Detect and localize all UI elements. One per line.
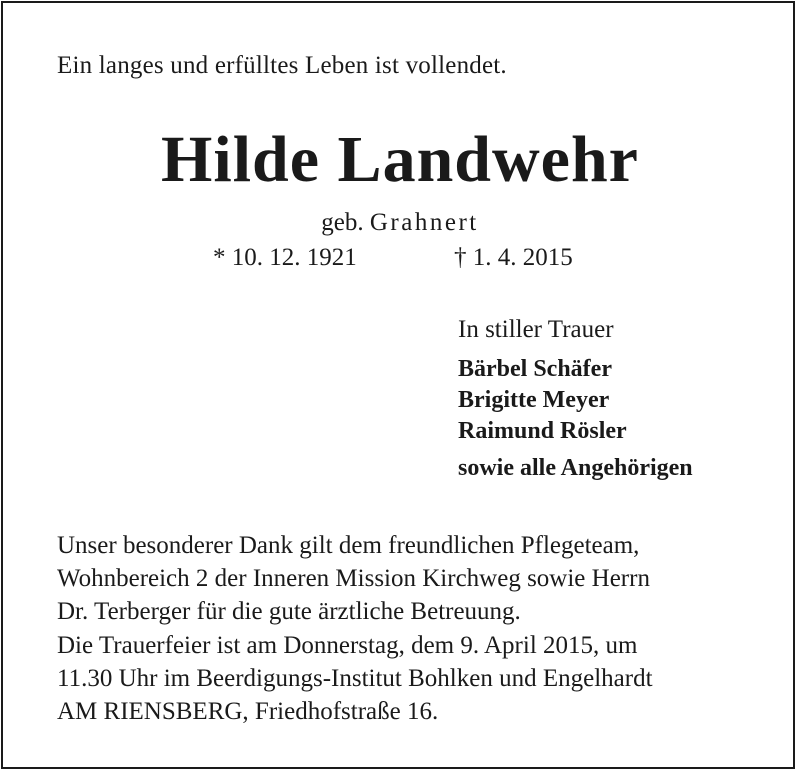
ceremony-line: 11.30 Uhr im Beerdigungs-Institut Bohlken und Engelhardt — [57, 665, 653, 692]
thanks-line: Unser besonderer Dank gilt dem freundlichen Pflegeteam, — [57, 532, 640, 559]
mourners-list — [458, 354, 627, 447]
birth-date: * 10. 12. 1921 — [213, 244, 357, 271]
thanks-paragraph — [57, 529, 650, 628]
ceremony-line: AM RIENSBERG, Friedhofstraße 16. — [57, 698, 439, 725]
thanks-line: Wohnbereich 2 der Inneren Mission Kirchweg sowie Herrn — [57, 565, 650, 592]
relatives-line: sowie alle Angehörigen — [458, 455, 693, 481]
mourner-name: Bärbel Schäfer — [458, 356, 612, 382]
ceremony-line: Die Trauerfeier ist am Donnerstag, dem 9. April 2015, um — [57, 632, 638, 659]
maiden-name: Grahnert — [369, 209, 479, 236]
maiden-prefix: geb. — [321, 209, 364, 236]
mourning-label: In stiller Trauer — [458, 316, 614, 343]
intro-text: Ein langes und erfülltes Leben ist vollendet. — [57, 52, 507, 79]
ceremony-paragraph — [57, 629, 653, 728]
deceased-name: Hilde Landwehr — [161, 123, 639, 196]
mourner-name: Raimund Rösler — [458, 418, 627, 444]
mourner-name: Brigitte Meyer — [458, 387, 610, 413]
thanks-line: Dr. Terberger für die gute ärztliche Betreuung. — [57, 598, 521, 625]
death-date: † 1. 4. 2015 — [454, 244, 573, 271]
maiden-name-line — [0, 209, 800, 237]
